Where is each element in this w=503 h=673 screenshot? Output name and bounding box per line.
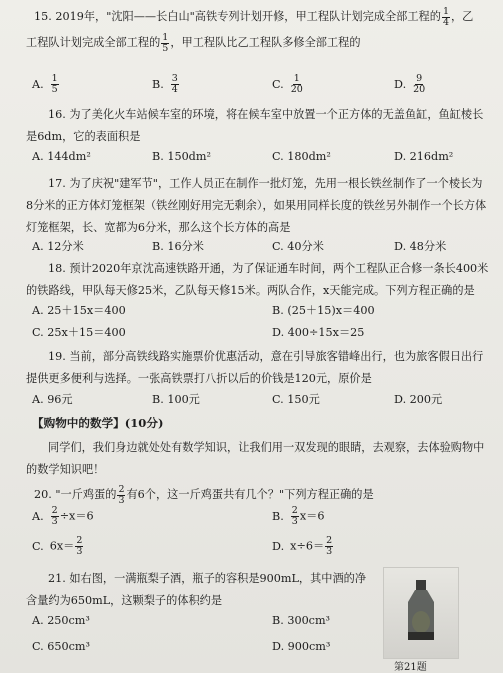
q16-option-b[interactable]: B. 150dm² xyxy=(152,150,211,163)
section-title: 【购物中的数学】(10分) xyxy=(32,416,164,430)
q19-options xyxy=(32,391,489,413)
q20-option-a[interactable]: A. $\frac{2}{3}$ ÷x＝6 xyxy=(32,505,94,527)
q17-options xyxy=(32,238,489,260)
figure-caption: 第21题 xyxy=(394,662,427,673)
question-20: 20. "一斤鸡蛋的 $\frac{2}{3}$ 有6个，这一斤鸡蛋共有几个？"下列方程正确的是 xyxy=(34,483,374,506)
question-21: 21. 如右图，一满瓶梨子酒，瓶子的容积是900mL，其中酒的净含量约为650mL，这颗梨子的体积约是 xyxy=(26,572,367,607)
q21-option-c[interactable]: C. 650cm³ xyxy=(32,640,90,653)
q18-option-d[interactable]: D. 400÷15x＝25 xyxy=(272,326,365,339)
q17-option-c[interactable]: C. 40分米 xyxy=(272,240,324,253)
q20-options-row2 xyxy=(32,536,489,564)
q20-options-row1 xyxy=(32,506,489,534)
question-15: 15. 2019年，"沈阳——长白山"高铁专列计划开修，甲工程队计划完成全部工程的 $\frac{1}{4}$ ，乙 工程队计划完成全部工程的 $\frac{1}{5}$ ，甲工程队比乙工程队多修全部工程的 xyxy=(26,5,474,54)
q15-options xyxy=(32,74,489,96)
q18-options-row2 xyxy=(32,324,489,346)
question-19: 19. 当前，部分高铁线路实施票价优惠活动，意在引导旅客错峰出行，也为旅客假日出行提供更多便利与选择。一张高铁票打八折以后的价钱是120元，原价是 xyxy=(26,350,484,385)
q17-option-d[interactable]: D. 48分米 xyxy=(394,240,447,253)
q16-options xyxy=(32,150,489,172)
section-intro: 同学们，我们身边就处处有数学知识，让我们用一双发现的眼睛，去观察，去体验购物中的数学知识吧！ xyxy=(26,441,485,476)
q20-option-b[interactable]: B. $\frac{2}{3}$ x＝6 xyxy=(272,505,325,527)
question-18: 18. 预计2020年京沈高速铁路开通，为了保证通车时间，两个工程队正合修一条长400米的铁路线，甲队每天修25米，乙队每天修15米。两队合作，x天能完成。下列方程正确的是 xyxy=(26,262,489,297)
q17-option-a[interactable]: A. 12分米 xyxy=(32,240,84,253)
bottle-icon xyxy=(404,580,438,640)
q18-option-a[interactable]: A. 25＋15x＝400 xyxy=(32,304,126,317)
q15-option-a[interactable]: A. $\frac{1}{5}$ xyxy=(32,73,58,95)
q20-option-d[interactable]: D. x÷6＝ $\frac{2}{3}$ xyxy=(272,535,333,557)
q19-option-c[interactable]: C. 150元 xyxy=(272,393,320,406)
q19-option-a[interactable]: A. 96元 xyxy=(32,393,73,406)
q19-option-b[interactable]: B. 100元 xyxy=(152,393,200,406)
question-17: 17. 为了庆祝"建军节"，工作人员正在制作一批灯笼，先用一根长铁丝制作了一个棱长为8分米的正方体灯笼框架（铁丝刚好用完无剩余），如果用同样长度的铁丝另外制作一个长方体灯笼框架，长、宽都为6分米，那么这个长方体的高是 xyxy=(26,177,487,234)
q15-option-d[interactable]: D. $\frac{9}{20}$ xyxy=(394,73,426,95)
q15-text-2: 工程队计划完成全部工程的 xyxy=(26,36,161,49)
q18-option-c[interactable]: C. 25x＋15＝400 xyxy=(32,326,126,339)
q15-text-1: 15. 2019年，"沈阳——长白山"高铁专列计划开修，甲工程队计划完成全部工程的 xyxy=(34,10,441,23)
q21-option-a[interactable]: A. 250cm³ xyxy=(32,614,90,627)
q18-option-b[interactable]: B. (25＋15)x＝400 xyxy=(272,304,375,317)
q21-option-b[interactable]: B. 300cm³ xyxy=(272,614,331,627)
q15-fraction-2: $\frac{1}{5}$ xyxy=(162,31,169,54)
q15-option-c[interactable]: C. $\frac{1}{20}$ xyxy=(272,73,303,95)
q19-option-d[interactable]: D. 200元 xyxy=(394,393,443,406)
q20-option-c[interactable]: C. 6x＝ $\frac{2}{3}$ xyxy=(32,535,83,557)
pear-wine-bottle-image xyxy=(383,567,459,659)
q16-option-a[interactable]: A. 144dm² xyxy=(32,150,91,163)
q16-option-d[interactable]: D. 216dm² xyxy=(394,150,454,163)
q15-option-b[interactable]: B. $\frac{3}{4}$ xyxy=(152,73,178,95)
question-16: 16. 为了美化火车站候车室的环境，将在候车室中放置一个正方体的无盖鱼缸，鱼缸棱长是6dm，它的表面积是 xyxy=(26,108,484,143)
q21-option-d[interactable]: D. 900cm³ xyxy=(272,640,331,653)
q18-options-row1 xyxy=(32,302,489,324)
q16-option-c[interactable]: C. 180dm² xyxy=(272,150,331,163)
q17-option-b[interactable]: B. 16分米 xyxy=(152,240,204,253)
q15-fraction-1: $\frac{1}{4}$ xyxy=(442,5,449,28)
